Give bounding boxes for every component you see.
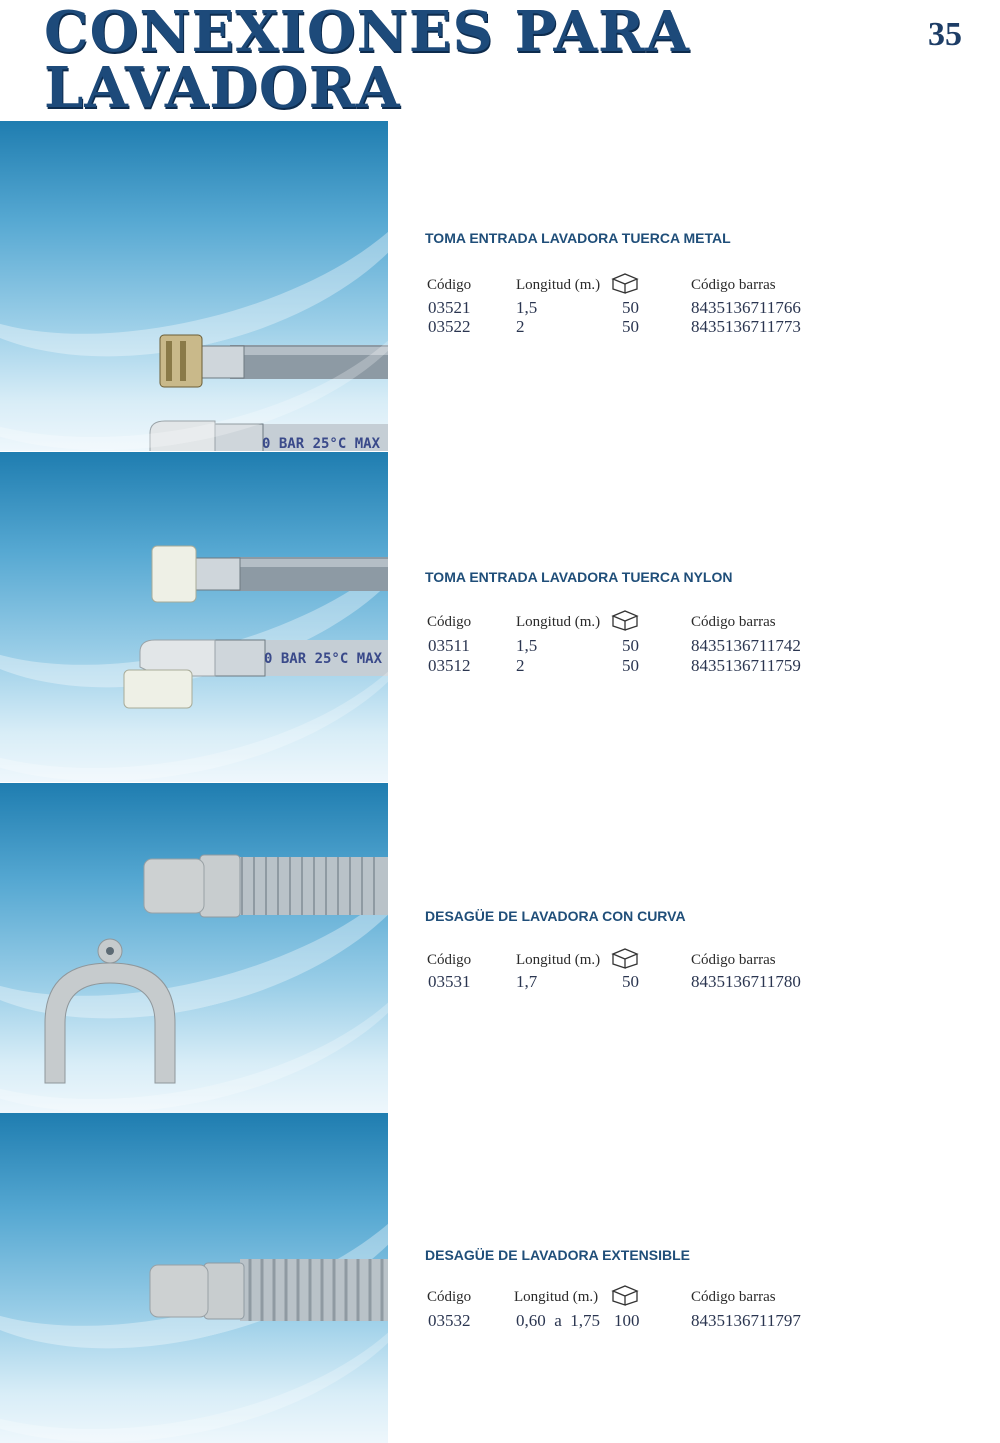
nylon-nut-hose-image (0, 452, 388, 782)
hose-print-text: 0 BAR 25°C MAX (262, 436, 381, 451)
header-barcode: Código barras (691, 277, 776, 293)
hose-print-text: 0 BAR 25°C MAX (264, 651, 383, 667)
row-qty: 50 (622, 972, 639, 991)
row-barcode: 8435136711766 (691, 298, 801, 317)
header-code: Código (427, 952, 472, 968)
page-number: 35 (928, 16, 962, 53)
row-barcode: 8435136711780 (691, 972, 801, 991)
header-code: Código (427, 277, 472, 293)
title-line-1: CONEXIONES PARA (44, 0, 690, 65)
product-image-panel-curve (0, 783, 388, 1113)
drain-hose-extensible-image (0, 1113, 388, 1443)
header-code: Código (427, 1289, 472, 1305)
row-qty: 50 (622, 656, 639, 675)
row-code: 03522 (428, 317, 471, 336)
row-code: 03532 (428, 1311, 471, 1330)
box-icon (610, 947, 640, 969)
box-icon (610, 272, 640, 294)
product-image-panel-metal (0, 121, 388, 451)
section-title-extensible: DESAGÜE DE LAVADORA EXTENSIBLE (425, 1247, 690, 1263)
row-code: 03521 (428, 298, 471, 317)
row-qty: 100 (614, 1311, 640, 1330)
header-length: Longitud (m.) (516, 952, 601, 968)
row-length: 1,5 (516, 636, 538, 655)
row-qty: 50 (622, 317, 639, 336)
header-code: Código (427, 614, 472, 630)
row-length: 1,7 (516, 972, 538, 991)
row-code: 03531 (428, 972, 471, 991)
row-length: 0,60 a 1,75 (516, 1311, 601, 1330)
drain-hose-curve-image (0, 783, 388, 1113)
box-icon (610, 609, 640, 631)
section-title-nylon: TOMA ENTRADA LAVADORA TUERCA NYLON (425, 569, 733, 585)
header-length: Longitud (m.) (516, 614, 601, 630)
product-image-panel-extensible (0, 1113, 388, 1443)
header-barcode: Código barras (691, 614, 776, 630)
title-line-2: LAVADORA (44, 55, 401, 121)
product-image-panel-nylon (0, 452, 388, 782)
section-title-curve: DESAGÜE DE LAVADORA CON CURVA (425, 908, 686, 924)
row-length: 2 (516, 656, 525, 675)
header-barcode: Código barras (691, 952, 776, 968)
row-barcode: 8435136711742 (691, 636, 801, 655)
box-icon (610, 1284, 640, 1306)
metal-nut-hose-image (0, 121, 388, 451)
row-qty: 50 (622, 298, 639, 317)
section-title-metal: TOMA ENTRADA LAVADORA TUERCA METAL (425, 230, 731, 246)
header-length: Longitud (m.) (514, 1289, 599, 1305)
row-barcode: 8435136711759 (691, 656, 801, 675)
row-barcode: 8435136711797 (691, 1311, 801, 1330)
header-barcode: Código barras (691, 1289, 776, 1305)
row-code: 03511 (428, 636, 470, 655)
row-qty: 50 (622, 636, 639, 655)
row-barcode: 8435136711773 (691, 317, 801, 336)
page-title (44, 0, 690, 121)
row-code: 03512 (428, 656, 471, 675)
row-length: 1,5 (516, 298, 538, 317)
row-length: 2 (516, 317, 525, 336)
header-length: Longitud (m.) (516, 277, 601, 293)
